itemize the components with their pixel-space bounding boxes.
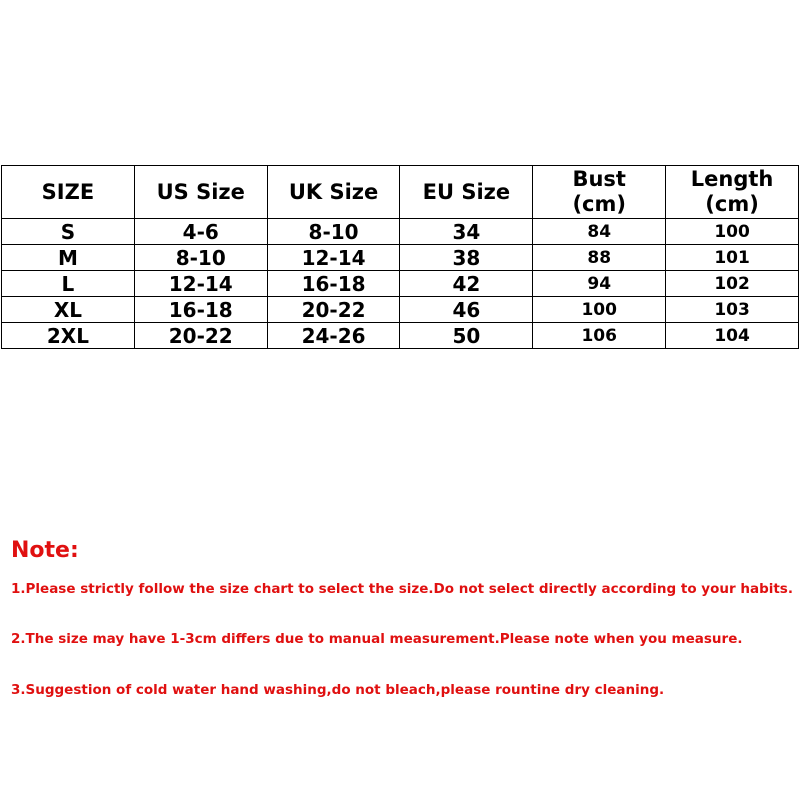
- header-size: SIZE: [2, 166, 135, 219]
- table-row: [2, 219, 799, 245]
- header-us-size: US Size: [134, 166, 267, 219]
- table-row: [2, 271, 799, 297]
- note-title: Note:: [11, 538, 79, 563]
- table-row: [2, 323, 799, 349]
- cell-length: 103: [666, 297, 799, 323]
- cell-eu-size: 38: [400, 245, 533, 271]
- cell-size: XL: [2, 297, 135, 323]
- cell-length: 102: [666, 271, 799, 297]
- cell-length: 100: [666, 219, 799, 245]
- cell-uk-size: 8-10: [267, 219, 400, 245]
- cell-us-size: 8-10: [134, 245, 267, 271]
- cell-size: L: [2, 271, 135, 297]
- note-line-2: 2.The size may have 1-3cm differs due to manual measurement.Please note when you measure.: [11, 631, 743, 647]
- table-row: [2, 297, 799, 323]
- cell-uk-size: 16-18: [267, 271, 400, 297]
- cell-uk-size: 12-14: [267, 245, 400, 271]
- cell-bust: 100: [533, 297, 666, 323]
- cell-eu-size: 34: [400, 219, 533, 245]
- header-eu-size: EU Size: [400, 166, 533, 219]
- cell-us-size: 4-6: [134, 219, 267, 245]
- cell-eu-size: 42: [400, 271, 533, 297]
- cell-bust: 94: [533, 271, 666, 297]
- cell-eu-size: 50: [400, 323, 533, 349]
- cell-uk-size: 24-26: [267, 323, 400, 349]
- note-line-1: 1.Please strictly follow the size chart to select the size.Do not select directly according to your habits.: [11, 581, 793, 597]
- cell-size: M: [2, 245, 135, 271]
- cell-eu-size: 46: [400, 297, 533, 323]
- note-line-3: 3.Suggestion of cold water hand washing,do not bleach,please rountine dry cleaning.: [11, 682, 665, 698]
- cell-uk-size: 20-22: [267, 297, 400, 323]
- cell-bust: 84: [533, 219, 666, 245]
- header-uk-size: UK Size: [267, 166, 400, 219]
- table-row: [2, 245, 799, 271]
- cell-us-size: 20-22: [134, 323, 267, 349]
- cell-bust: 106: [533, 323, 666, 349]
- cell-size: S: [2, 219, 135, 245]
- cell-size: 2XL: [2, 323, 135, 349]
- cell-length: 101: [666, 245, 799, 271]
- cell-bust: 88: [533, 245, 666, 271]
- cell-us-size: 16-18: [134, 297, 267, 323]
- cell-us-size: 12-14: [134, 271, 267, 297]
- table-header-row: [2, 166, 799, 219]
- size-chart-table: [1, 165, 799, 349]
- cell-length: 104: [666, 323, 799, 349]
- header-length: Length (cm): [666, 166, 799, 219]
- header-bust: Bust (cm): [533, 166, 666, 219]
